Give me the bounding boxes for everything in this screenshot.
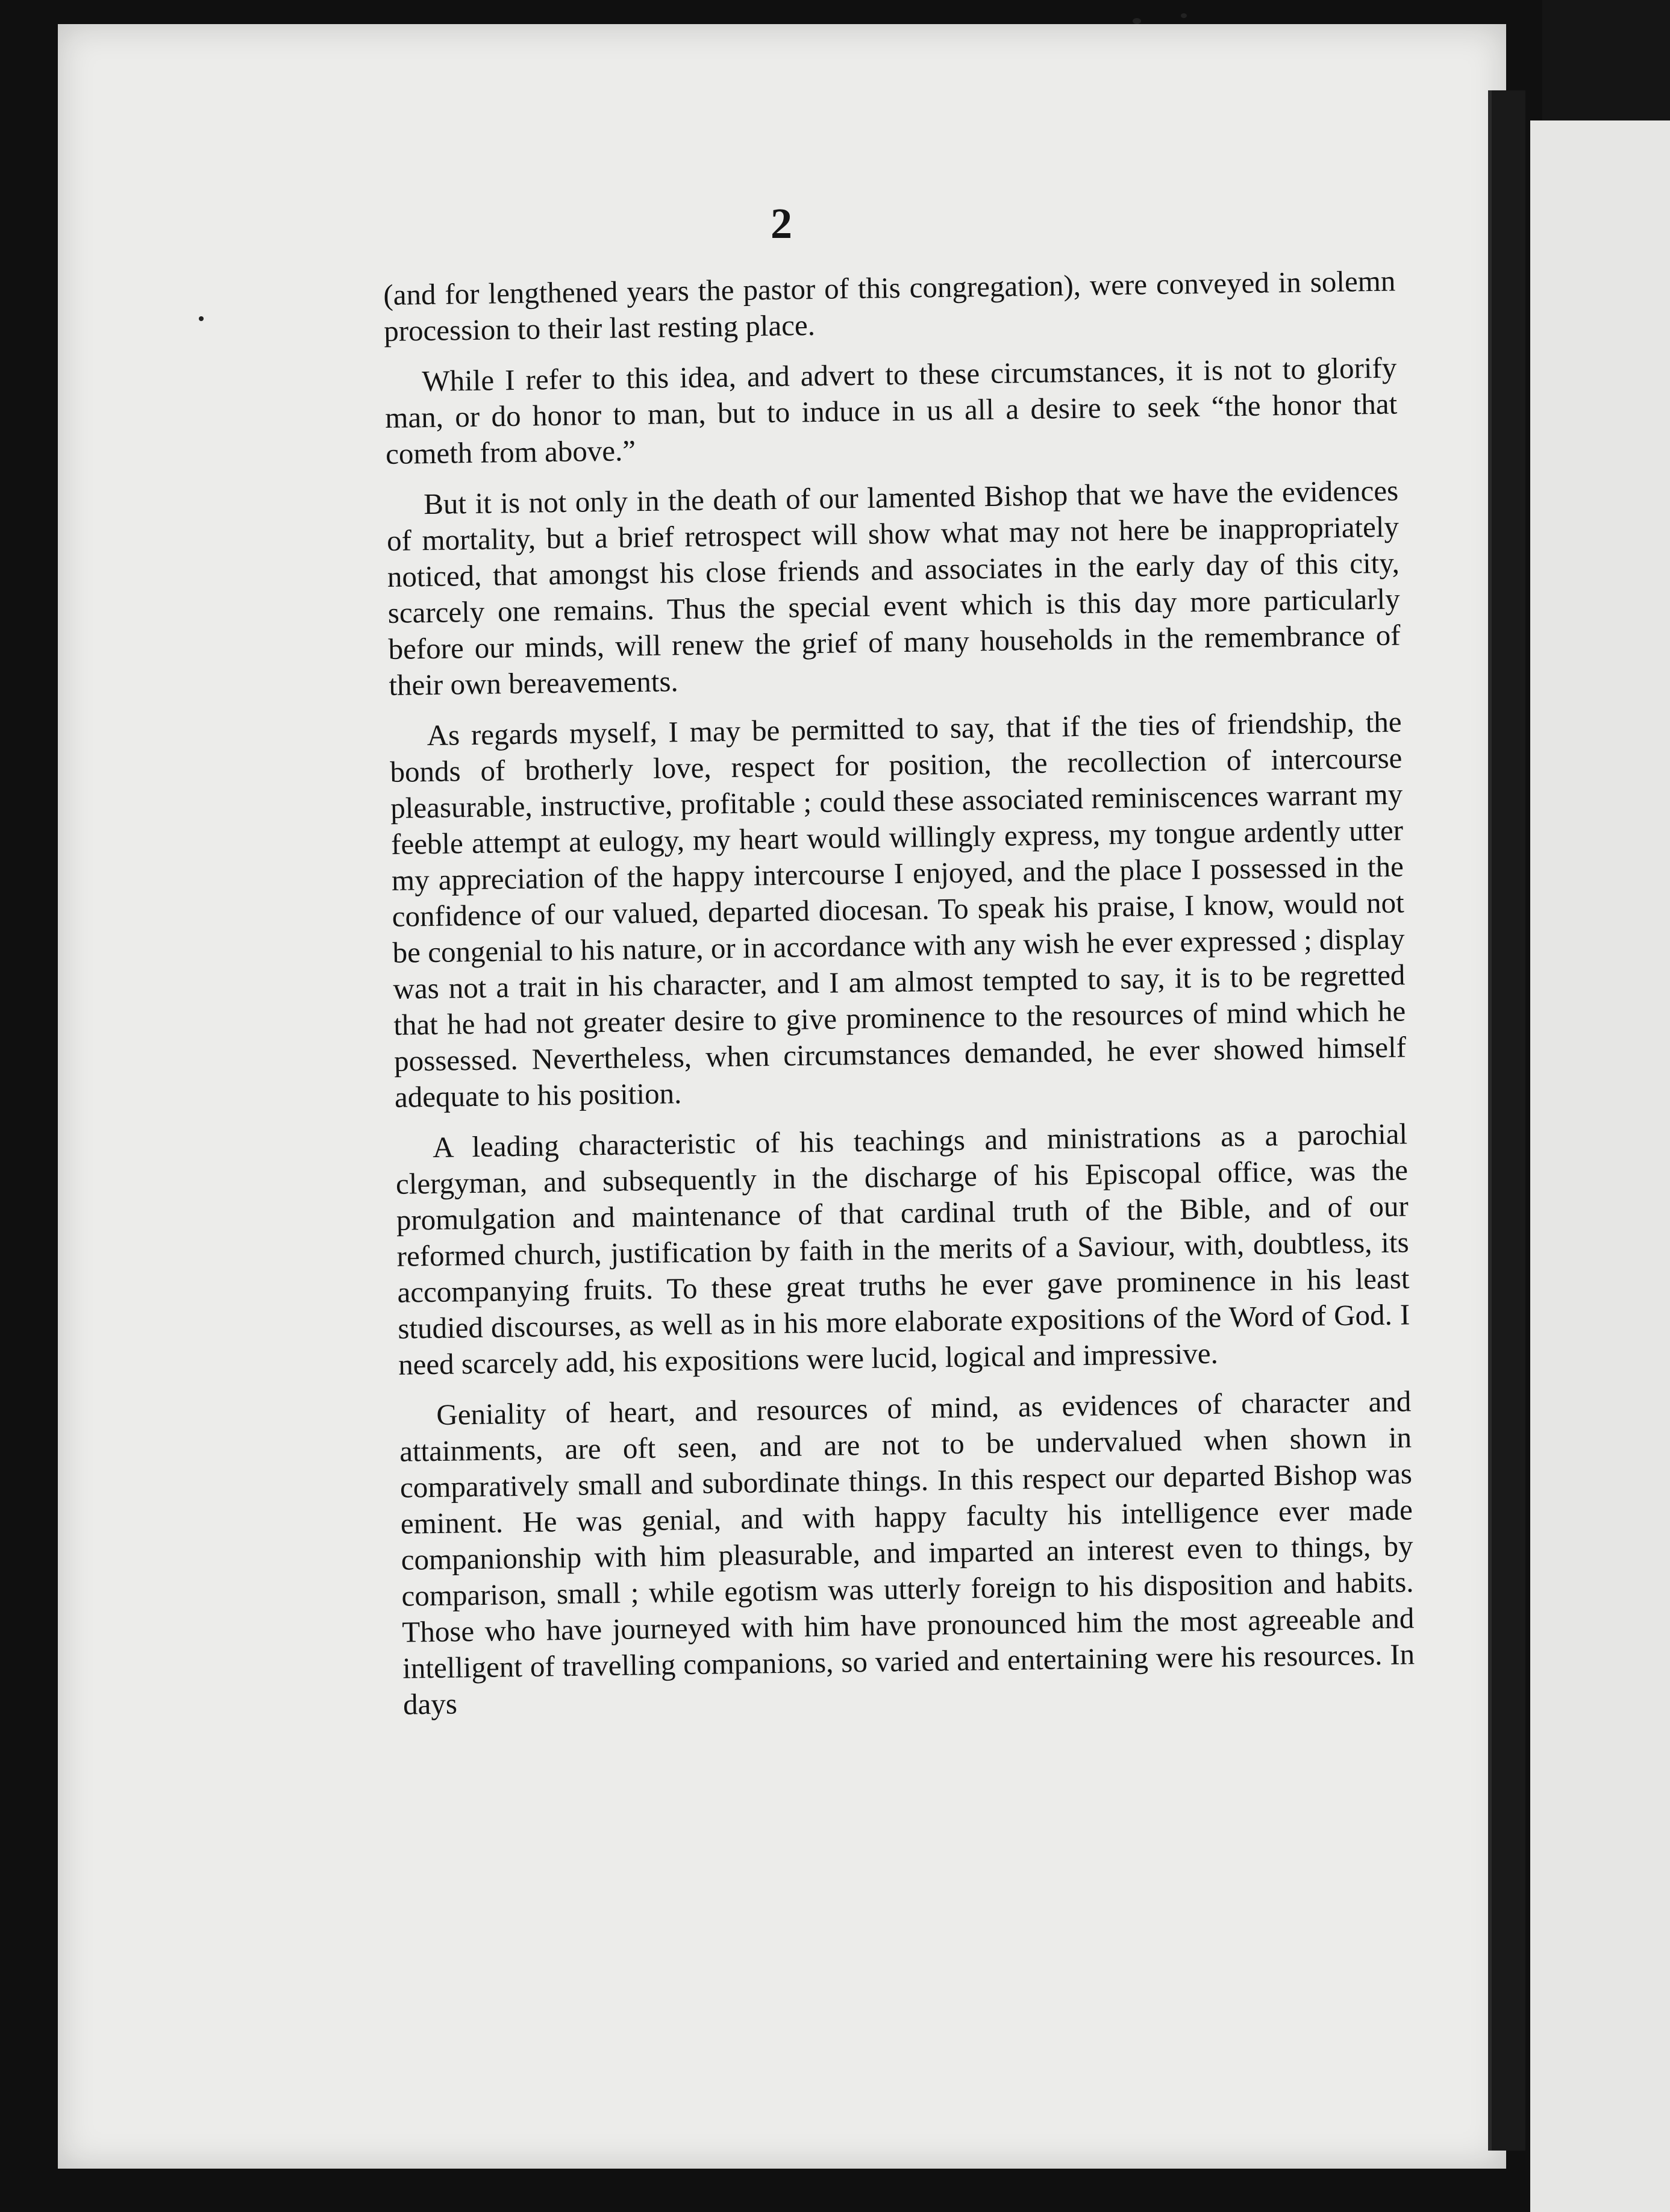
- paragraph-3: But it is not only in the death of our lamented Bishop that we have the evidences of mortality, but a brief retrospect will show what may not here be inappropriately noticed, that amongst his close friends and associates in the early day of this city, scarcely one remains. Thus the special event which is this day more particularly before our minds, will renew the grief of many households in the remembrance of their own bereavements.: [386, 473, 1401, 702]
- body-text: [383, 263, 1416, 1737]
- paragraph-2: While I refer to this idea, and advert to these circumstances, it is not to glorify man, or do honor to man, but to induce in us all a desire to seek “the honor that cometh from above.”: [384, 351, 1398, 470]
- scan-speck: [199, 316, 204, 321]
- binding-shadow: [1542, 0, 1670, 120]
- paragraph-6: Geniality of heart, and resources of mind, as evidences of character and attainments, are oft seen, and are not to be undervalued when shown in comparatively small and subordinate things. In this respect our departed Bishop was eminent. He was genial, and with happy faculty his intelligence ever made companionship with him pleasurable, and imparted an interest even to things, by comparison, small ; while egotism was utterly foreign to his disposition and habits. Those who have journeyed with him have pronounced him the most agreeable and intelligent of travelling companions, so varied and entertaining were his resources. In days: [399, 1384, 1415, 1721]
- adjacent-page-edge: [1530, 120, 1670, 2212]
- page-gutter-shadow: [1488, 90, 1525, 2151]
- scan-speck: [1181, 13, 1187, 18]
- paragraph-4: As regards myself, I may be permitted to say, that if the ties of friendship, the bonds of brotherly love, respect for position, the recollection of intercourse pleasurable, instructive, profitable ; could these associated reminiscences warrant my feeble attempt at eulogy, my heart would willingly express, my tongue ardently utter my appreciation of the happy intercourse I enjoyed, and the place I possessed in the confidence of our valued, departed diocesan. To speak his praise, I know, would not be congenial to his nature, or in accordance with any wish he ever expressed ; display was not a trait in his character, and I am almost tempted to say, it is to be regretted that he had not greater desire to give prominence to the resources of mind which he possessed. Nevertheless, when circumstances demanded, he ever showed himself adequate to his position.: [390, 705, 1407, 1114]
- page-number: 2: [771, 199, 793, 248]
- scan-speck: [1133, 18, 1141, 24]
- paragraph-1: (and for lengthened years the pastor of this congregation), were conveyed in solemn procession to their last resting place.: [383, 264, 1396, 348]
- document-page: [58, 24, 1506, 2169]
- paragraph-5: A leading characteristic of his teachings and ministrations as a parochial clergyman, and subsequently in the discharge of his Episcopal office, was the promulgation and maintenance of that cardinal truth of the Bible, and of our reformed church, justification by faith in the merits of a Saviour, with, doubtless, its accompanying fruits. To these great truths he ever gave prominence in his least studied discourses, as well as in his more elaborate expositions of the Word of God. I need scarcely add, his expositions were lucid, logical and impressive.: [395, 1117, 1410, 1381]
